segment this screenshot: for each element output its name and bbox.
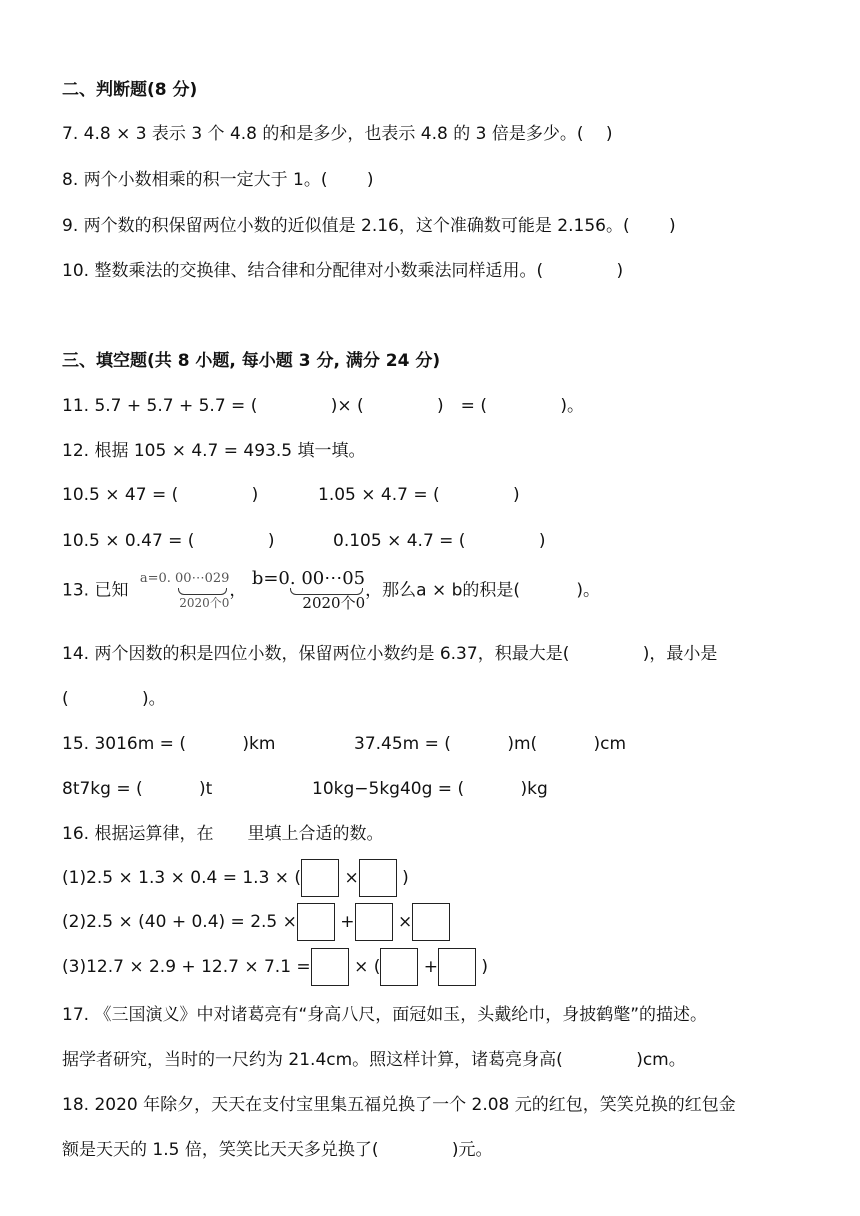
- question-12c: 10.5 × 0.47 = ( ): [62, 531, 275, 551]
- question-12a: 10.5 × 47 = ( ): [62, 485, 259, 505]
- question-16-3: (3)12.7 × 2.9 + 12.7 × 7.1 = × ( + ): [62, 947, 488, 987]
- question-18-line1: 18. 2020 年除夕，天天在支付宝里集五福兑换了一个 2.08 元的红包，笑笑兑换的红包金: [62, 1095, 736, 1115]
- q13-b-expression: b=0. 00⋯05 2020个0: [251, 568, 366, 612]
- question-11: 11. 5.7 + 5.7 + 5.7 = ( )× ( ) = ( )。: [62, 396, 585, 416]
- answer-box[interactable]: [311, 948, 349, 986]
- question-7: 7. 4.8 × 3 表示 3 个 4.8 的和是多少，也表示 4.8 的 3 倍是多少。( ): [62, 124, 613, 144]
- question-17-line1: 17. 《三国演义》中对诸葛亮有“身高八尺，面冠如玉，头戴纶巾，身披鹤氅”的描述。: [62, 1005, 708, 1025]
- q13-prefix: 13. 已知: [62, 580, 129, 601]
- answer-box[interactable]: [359, 859, 397, 897]
- question-9: 9. 两个数的积保留两位小数的近似值是 2.16，这个准确数可能是 2.156。( ): [62, 216, 676, 236]
- q13-a-expression: a=0. 00⋯029 2020个0: [139, 571, 230, 610]
- question-12d: 0.105 × 4.7 = ( ): [333, 531, 546, 551]
- question-10: 10. 整数乘法的交换律、结合律和分配律对小数乘法同样适用。( ): [62, 261, 624, 281]
- question-18-line2: 额是天天的 1.5 倍，笑笑比天天多兑换了( )元。: [62, 1140, 493, 1160]
- q13-suffix: ，那么a × b的积是( )。: [365, 580, 601, 601]
- question-8: 8. 两个小数相乘的积一定大于 1。( ): [62, 170, 374, 190]
- answer-box[interactable]: [438, 948, 476, 986]
- answer-box[interactable]: [297, 903, 335, 941]
- answer-box[interactable]: [355, 903, 393, 941]
- question-15a: 15. 3016m = ( )km: [62, 734, 276, 754]
- question-12b: 1.05 × 4.7 = ( ): [318, 485, 520, 505]
- answer-box[interactable]: [380, 948, 418, 986]
- question-16: 16. 根据运算律，在 里填上合适的数。: [62, 824, 384, 844]
- underbrace: [178, 588, 228, 595]
- question-15c: 8t7kg = ( )t: [62, 779, 213, 799]
- question-16-1: (1)2.5 × 1.3 × 0.4 = 1.3 × ( × ): [62, 858, 409, 898]
- question-12: 12. 根据 105 × 4.7 = 493.5 填一填。: [62, 441, 366, 461]
- section-2-title: 二、判断题(8 分): [62, 80, 198, 100]
- question-14-line1: 14. 两个因数的积是四位小数，保留两位小数约是 6.37，积最大是( )，最小是: [62, 644, 718, 664]
- question-15d: 10kg−5kg40g = ( )kg: [312, 779, 548, 799]
- question-16-2: (2)2.5 × (40 + 0.4) = 2.5 × + ×: [62, 902, 450, 942]
- section-3-title: 三、填空题(共 8 小题, 每小题 3 分, 满分 24 分): [62, 351, 441, 371]
- question-17-line2: 据学者研究，当时的一尺约为 21.4cm。照这样计算，诸葛亮身高( )cm。: [62, 1050, 686, 1070]
- answer-box[interactable]: [412, 903, 450, 941]
- answer-box[interactable]: [301, 859, 339, 897]
- question-14-line2: ( )。: [62, 689, 166, 709]
- question-15b: 37.45m = ( )m( )cm: [354, 734, 627, 754]
- question-13: 13. 已知 a=0. 00⋯029 2020个0 ， b=0. 00⋯05 2020个0 ，那么a × b的积是( )。: [62, 568, 601, 612]
